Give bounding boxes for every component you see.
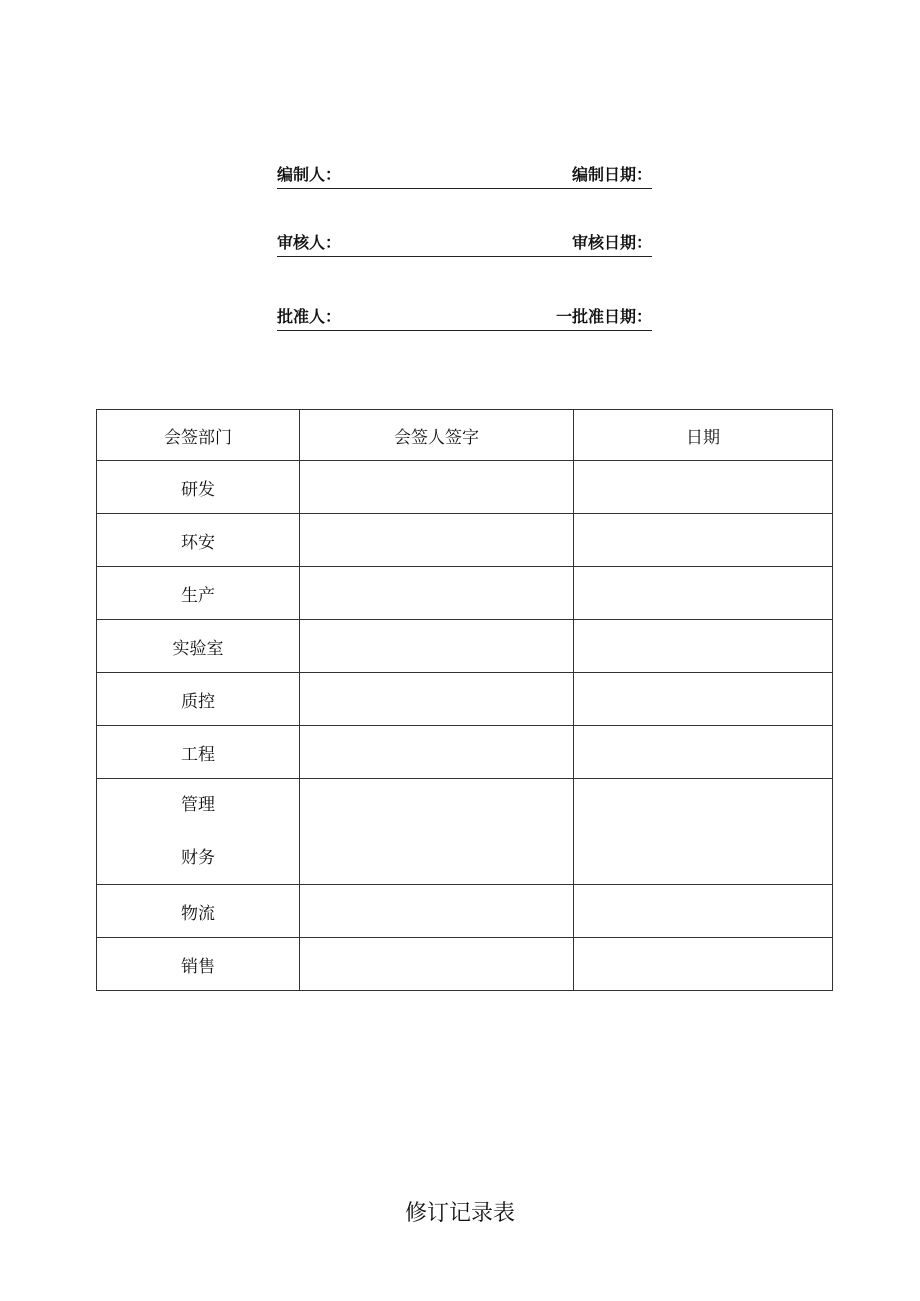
date-cell <box>574 673 833 726</box>
date-cell <box>574 514 833 567</box>
signature-cell <box>300 885 574 938</box>
table-row <box>97 514 833 567</box>
department-cell: 研发 <box>97 461 300 514</box>
date-cell <box>574 938 833 991</box>
department-line: 财务 <box>181 848 215 868</box>
department-cell: 实验室 <box>97 620 300 673</box>
date-cell <box>574 567 833 620</box>
approved-date-label: 一批准日期： <box>555 307 652 326</box>
revision-record-title: 修订记录表 <box>404 1201 515 1226</box>
date-cell <box>574 461 833 514</box>
table-row <box>97 938 833 991</box>
prepared-by-label: 编制人： <box>277 165 342 184</box>
table-row <box>97 567 833 620</box>
signature-cell <box>300 726 574 779</box>
table-row <box>97 673 833 726</box>
signature-cell <box>300 514 574 567</box>
department-cell: 物流 <box>97 885 300 938</box>
reviewed-by-line <box>277 232 652 257</box>
signature-cell <box>300 673 574 726</box>
prepared-date-label: 编制日期： <box>571 165 652 184</box>
header-date: 日期 <box>574 410 833 461</box>
signature-cell <box>300 620 574 673</box>
signature-cell <box>300 461 574 514</box>
table-row <box>97 726 833 779</box>
table-row <box>97 461 833 514</box>
header-signer-signature: 会签人签字 <box>300 410 574 461</box>
countersign-table <box>96 409 833 991</box>
reviewed-date-label: 审核日期： <box>571 233 652 252</box>
table-row <box>97 779 833 885</box>
department-cell: 工程 <box>97 726 300 779</box>
department-cell <box>97 779 300 885</box>
department-cell: 质控 <box>97 673 300 726</box>
prepared-by-line <box>277 164 652 189</box>
department-cell: 环安 <box>97 514 300 567</box>
date-cell <box>574 885 833 938</box>
signature-cell <box>300 938 574 991</box>
approved-by-label: 批准人： <box>277 307 342 326</box>
department-cell: 销售 <box>97 938 300 991</box>
table-header-row <box>97 410 833 461</box>
header-department: 会签部门 <box>97 410 300 461</box>
table-row <box>97 885 833 938</box>
date-cell <box>574 620 833 673</box>
department-cell: 生产 <box>97 567 300 620</box>
approved-by-line <box>277 306 652 331</box>
reviewed-by-label: 审核人： <box>277 233 342 252</box>
department-line: 管理 <box>181 795 215 815</box>
signature-cell <box>300 567 574 620</box>
signature-cell <box>300 779 574 885</box>
table-row <box>97 620 833 673</box>
date-cell <box>574 726 833 779</box>
date-cell <box>574 779 833 885</box>
